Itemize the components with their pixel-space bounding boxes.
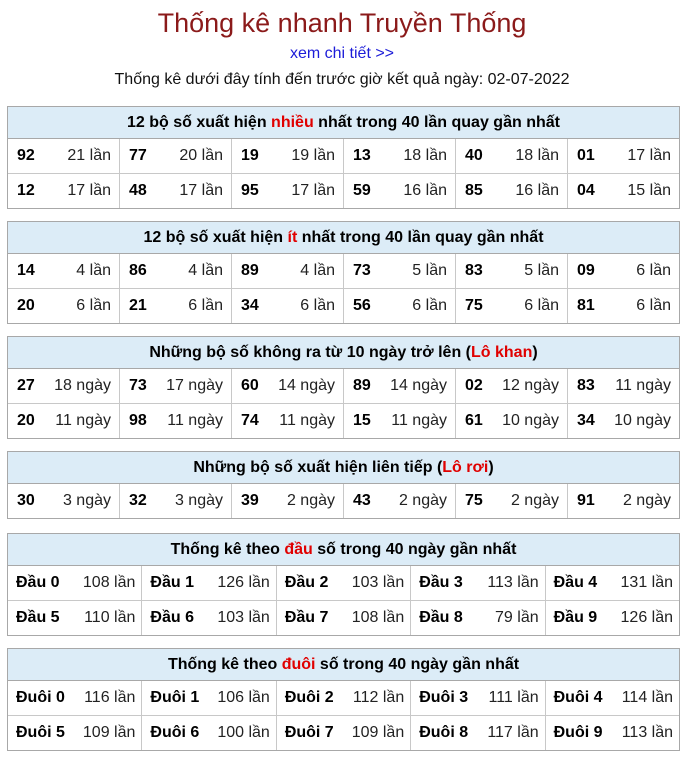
stat-key: Đuôi 6 [150, 724, 200, 741]
stat-cell [455, 484, 567, 518]
stat-cell [276, 681, 410, 715]
stat-key: 75 [465, 297, 483, 314]
section-title-text: 12 bộ số xuất hiện [127, 114, 272, 131]
stat-key: 30 [17, 492, 35, 509]
stat-value: 2 ngày [398, 492, 447, 509]
stat-cell [231, 254, 343, 288]
stat-value: 2 ngày [286, 492, 335, 509]
stat-cell [455, 369, 567, 403]
stat-cell [8, 601, 141, 635]
stat-value: 17 lần [67, 182, 111, 199]
stat-cell [343, 484, 455, 518]
stat-value: 17 lần [291, 182, 335, 199]
stat-cell [8, 566, 141, 600]
table-row [8, 715, 679, 750]
page-title: Thống kê nhanh Truyền Thống [157, 8, 527, 38]
stat-key: Đầu 5 [16, 609, 60, 626]
stat-cell [455, 254, 567, 288]
stat-key: 40 [465, 147, 483, 164]
stat-cell [276, 566, 410, 600]
stat-value: 3 ngày [174, 492, 223, 509]
stat-value: 126 lần [217, 574, 270, 591]
stat-key: 20 [17, 297, 35, 314]
stat-value: 111 lần [488, 689, 539, 706]
section-header [8, 337, 679, 369]
stat-cell [8, 289, 119, 323]
stat-key: Đầu 9 [553, 609, 598, 626]
stat-cell [8, 254, 119, 288]
stat-cell [455, 139, 567, 173]
stat-key: 32 [129, 492, 147, 509]
stat-key: Đuôi 1 [150, 689, 200, 706]
head-digit-stats-section [7, 533, 680, 636]
stat-key: 91 [577, 492, 595, 509]
stat-key: 73 [129, 377, 147, 394]
stat-cell [119, 484, 231, 518]
section-title-highlight: đầu [284, 541, 313, 558]
stat-cell [343, 139, 455, 173]
table-row [8, 681, 679, 715]
stat-key: 83 [577, 377, 595, 394]
stat-key: 95 [241, 182, 259, 199]
table-row [8, 484, 679, 518]
stat-cell [119, 174, 231, 208]
absent-numbers-section [7, 336, 680, 439]
stat-value: 4 lần [188, 262, 223, 279]
section-header [8, 222, 679, 254]
stat-value: 16 lần [515, 182, 559, 199]
section-header [8, 534, 679, 566]
stat-value: 17 ngày [166, 377, 223, 394]
stat-value: 12 ngày [502, 377, 559, 394]
stat-cell [567, 254, 679, 288]
stat-key: Đầu 1 [150, 574, 194, 591]
stat-key: 09 [577, 262, 595, 279]
stat-key: 12 [17, 182, 35, 199]
stat-value: 6 lần [524, 297, 559, 314]
stat-key: 04 [577, 182, 595, 199]
stat-value: 6 lần [76, 297, 111, 314]
stat-value: 113 lần [487, 574, 539, 591]
stat-value: 6 lần [636, 297, 671, 314]
stat-value: 19 lần [291, 147, 335, 164]
stat-value: 6 lần [300, 297, 335, 314]
table-row [8, 173, 679, 208]
stat-value: 109 lần [82, 724, 136, 741]
stat-cell [8, 484, 119, 518]
stat-value: 114 lần [621, 689, 674, 706]
stat-cell [119, 369, 231, 403]
stat-key: Đuôi 3 [419, 689, 469, 706]
table-row [8, 566, 679, 600]
stat-key: 43 [353, 492, 371, 509]
stat-key: 34 [241, 297, 259, 314]
stat-key: 01 [577, 147, 595, 164]
section-title-text: ) [532, 344, 538, 361]
stat-key: 59 [353, 182, 371, 199]
stat-key: 75 [465, 492, 483, 509]
stat-value: 103 lần [217, 609, 270, 626]
table-row [8, 254, 679, 288]
stat-key: 60 [241, 377, 259, 394]
stat-value: 2 ngày [622, 492, 671, 509]
stat-key: 21 [129, 297, 147, 314]
stat-cell [141, 681, 275, 715]
stat-cell [276, 601, 410, 635]
stat-key: 14 [17, 262, 35, 279]
stat-key: Đầu 3 [419, 574, 463, 591]
stat-key: Đuôi 5 [16, 724, 65, 741]
stat-cell [8, 369, 119, 403]
stat-value: 100 lần [217, 724, 270, 741]
stat-key: 83 [465, 262, 483, 279]
stat-key: Đầu 7 [284, 609, 329, 626]
section-title-highlight: Lô rơi [442, 459, 489, 476]
stat-cell [141, 601, 275, 635]
stat-value: 6 lần [636, 262, 671, 279]
section-title-text: ) [488, 459, 494, 476]
stat-key: 56 [353, 297, 371, 314]
stat-value: 11 ngày [55, 412, 111, 429]
table-row [8, 403, 679, 438]
stat-cell [343, 369, 455, 403]
stat-cell [410, 681, 544, 715]
table-row [8, 600, 679, 635]
stat-key: Đầu 8 [419, 609, 463, 626]
stat-value: 6 lần [188, 297, 223, 314]
stat-key: 74 [241, 412, 259, 429]
table-row [8, 369, 679, 403]
stat-cell [343, 174, 455, 208]
stat-cell [276, 716, 410, 750]
stat-cell [231, 369, 343, 403]
stat-key: 89 [353, 377, 371, 394]
stat-value: 11 ngày [167, 412, 223, 429]
stat-value: 16 lần [403, 182, 447, 199]
stat-value: 3 ngày [62, 492, 111, 509]
stat-value: 131 lần [620, 574, 674, 591]
stat-value: 103 lần [351, 574, 405, 591]
stat-cell [119, 289, 231, 323]
stat-key: 98 [129, 412, 147, 429]
stat-value: 15 lần [627, 182, 671, 199]
section-header [8, 452, 679, 484]
stat-key: 73 [353, 262, 371, 279]
page-subtitle: Thống kê dưới đây tính đến trước giờ kết quả ngày: 02-07-2022 [114, 71, 570, 88]
stat-value: 10 ngày [614, 412, 671, 429]
stat-cell [567, 289, 679, 323]
stat-cell [8, 681, 141, 715]
stat-key: Đuôi 7 [284, 724, 334, 741]
stat-cell [410, 716, 544, 750]
section-title-text: Thống kê theo [170, 541, 285, 558]
stat-cell [141, 716, 275, 750]
view-details-link[interactable]: xem chi tiết >> [289, 45, 395, 62]
stat-key: Đuôi 9 [553, 724, 603, 741]
section-title-text: Thống kê theo [167, 656, 282, 673]
stat-key: Đuôi 2 [284, 689, 334, 706]
tail-digit-stats-section [7, 648, 680, 751]
stat-key: 27 [17, 377, 35, 394]
section-title-highlight: Lô khan [471, 344, 533, 361]
section-title-text: Những bộ số không ra từ 10 ngày trở lên ( [149, 344, 471, 361]
stat-cell [8, 716, 141, 750]
stat-key: Đầu 0 [16, 574, 60, 591]
stat-cell [119, 404, 231, 438]
stat-value: 117 lần [487, 724, 539, 741]
stat-value: 4 lần [76, 262, 111, 279]
stat-value: 108 lần [351, 609, 405, 626]
section-title-text: Những bộ số xuất hiện liên tiếp ( [193, 459, 443, 476]
stat-value: 79 lần [495, 609, 539, 626]
stat-cell [455, 404, 567, 438]
table-row [8, 139, 679, 173]
stat-cell [8, 404, 119, 438]
section-title-text: số trong 40 ngày gần nhất [312, 541, 517, 558]
stat-value: 14 ngày [278, 377, 335, 394]
stat-value: 113 lần [621, 724, 674, 741]
stat-value: 106 lần [217, 689, 270, 706]
stat-value: 11 ngày [615, 377, 671, 394]
stat-cell [567, 369, 679, 403]
stat-value: 10 ngày [502, 412, 559, 429]
stat-cell [343, 289, 455, 323]
stat-value: 20 lần [179, 147, 223, 164]
stat-key: 20 [17, 412, 35, 429]
stat-key: Đuôi 4 [553, 689, 603, 706]
stat-cell [410, 566, 544, 600]
stat-value: 116 lần [84, 689, 136, 706]
stat-key: 19 [241, 147, 259, 164]
stat-value: 6 lần [412, 297, 447, 314]
stat-cell [567, 404, 679, 438]
stat-cell [231, 289, 343, 323]
stat-value: 14 ngày [390, 377, 447, 394]
stat-key: Đầu 2 [284, 574, 329, 591]
table-row [8, 288, 679, 323]
section-title-highlight: đuôi [281, 656, 316, 673]
stat-key: Đầu 4 [553, 574, 598, 591]
stat-value: 11 ngày [279, 412, 335, 429]
section-title-text: nhất trong 40 lần quay gần nhất [297, 229, 544, 246]
stat-value: 18 lần [403, 147, 447, 164]
stat-value: 5 lần [412, 262, 447, 279]
stat-key: 92 [17, 147, 35, 164]
stat-value: 11 ngày [391, 412, 447, 429]
stat-cell [119, 139, 231, 173]
stat-value: 18 lần [515, 147, 559, 164]
stat-value: 17 lần [627, 147, 671, 164]
stat-cell [141, 566, 275, 600]
stat-key: 85 [465, 182, 483, 199]
stat-key: 02 [465, 377, 483, 394]
stat-value: 4 lần [300, 262, 335, 279]
stat-cell [567, 174, 679, 208]
stat-cell [545, 681, 679, 715]
stat-key: Đuôi 8 [419, 724, 469, 741]
stat-cell [8, 139, 119, 173]
stat-key: 89 [241, 262, 259, 279]
section-title-text: 12 bộ số xuất hiện [143, 229, 288, 246]
stat-value: 110 lần [84, 609, 136, 626]
stat-value: 5 lần [524, 262, 559, 279]
stat-cell [567, 484, 679, 518]
stat-key: 61 [465, 412, 483, 429]
stat-cell [455, 174, 567, 208]
stat-cell [343, 254, 455, 288]
stat-cell [231, 139, 343, 173]
stat-cell [455, 289, 567, 323]
stat-cell [545, 716, 679, 750]
consecutive-numbers-section [7, 451, 680, 519]
stat-cell [545, 566, 679, 600]
least-frequent-numbers-section [7, 221, 680, 324]
stat-value: 126 lần [620, 609, 674, 626]
stat-value: 108 lần [82, 574, 136, 591]
stat-cell [231, 484, 343, 518]
section-title-highlight: ít [287, 229, 298, 246]
stat-cell [119, 254, 231, 288]
stat-value: 17 lần [179, 182, 223, 199]
stat-value: 21 lần [67, 147, 111, 164]
stat-key: 81 [577, 297, 595, 314]
section-title-highlight: nhiều [271, 114, 314, 131]
stat-cell [545, 601, 679, 635]
stat-value: 2 ngày [510, 492, 559, 509]
stat-key: Đầu 6 [150, 609, 194, 626]
stat-value: 112 lần [352, 689, 405, 706]
stat-cell [343, 404, 455, 438]
stat-cell [231, 404, 343, 438]
stat-cell [231, 174, 343, 208]
stat-cell [8, 174, 119, 208]
stat-key: 39 [241, 492, 259, 509]
stat-key: 77 [129, 147, 147, 164]
section-title-text: nhất trong 40 lần quay gần nhất [313, 114, 560, 131]
stat-key: 86 [129, 262, 147, 279]
stat-value: 18 ngày [54, 377, 111, 394]
stat-key: Đuôi 0 [16, 689, 65, 706]
stat-key: 13 [353, 147, 371, 164]
section-header [8, 107, 679, 139]
stat-key: 34 [577, 412, 595, 429]
stat-cell [567, 139, 679, 173]
stat-value: 109 lần [351, 724, 405, 741]
stat-key: 48 [129, 182, 147, 199]
stat-key: 15 [353, 412, 371, 429]
section-header [8, 649, 679, 681]
section-title-text: số trong 40 ngày gần nhất [315, 656, 520, 673]
stat-cell [410, 601, 544, 635]
most-frequent-numbers-section [7, 106, 680, 209]
